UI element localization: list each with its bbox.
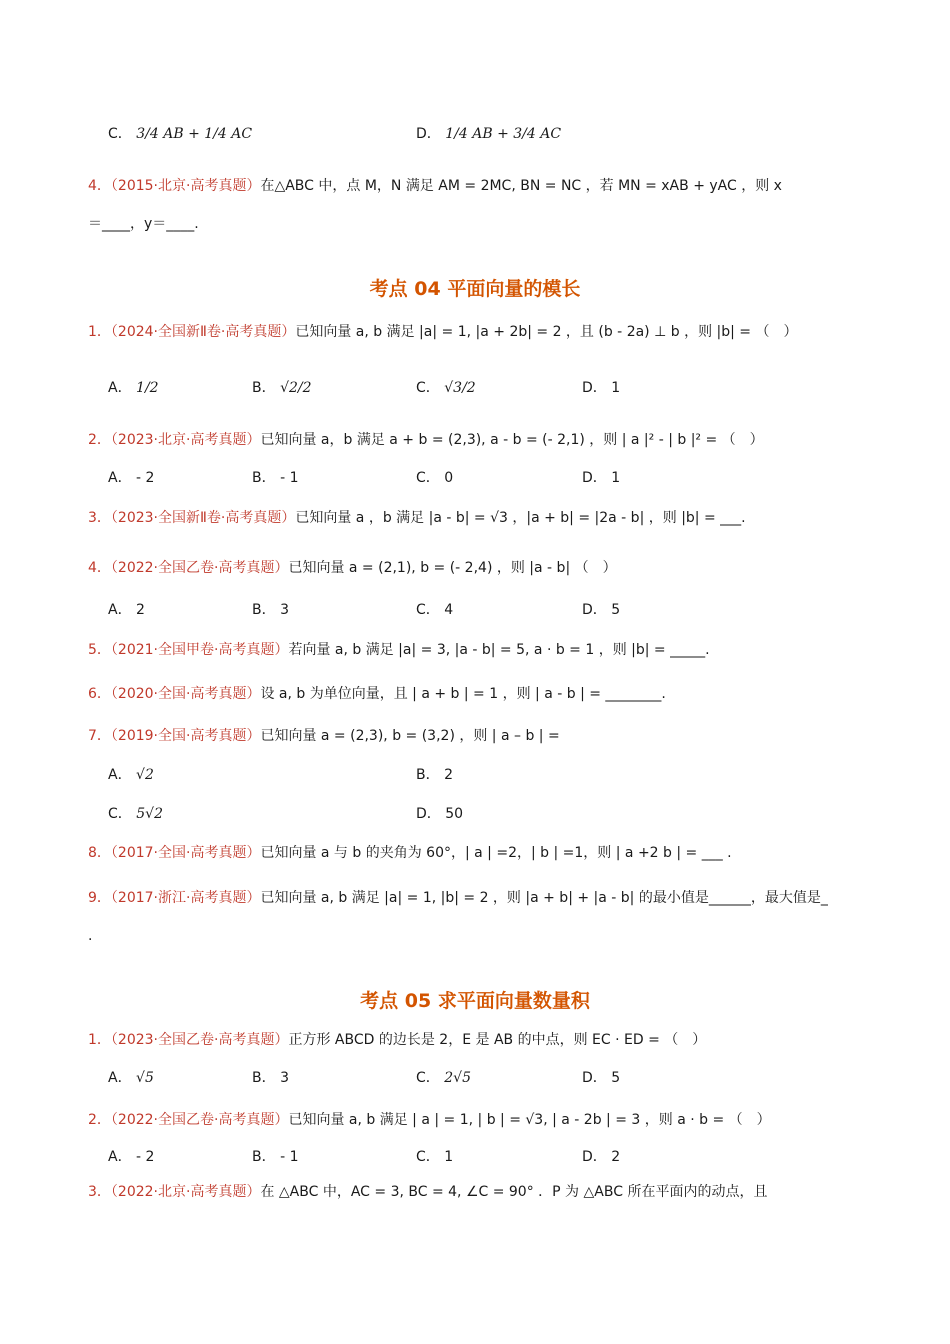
question-source: （2019·全国·高考真题） <box>110 728 261 744</box>
option-value: - 1 <box>280 1149 299 1165</box>
option-c <box>416 468 453 488</box>
question-number: 7． <box>88 728 111 744</box>
option-b <box>252 378 312 398</box>
option-value: √5 <box>136 1070 154 1086</box>
question-04-4 <box>88 558 617 578</box>
question-number: 8． <box>88 845 111 861</box>
option-label: C． <box>108 806 132 822</box>
option-value: 5 <box>611 1070 621 1086</box>
question-text: 已知向量 a, b 满足 |a| = 1, |b| = 2 ，则 |a + b| + |a - b| 的最小值是______，最大值是_ <box>260 890 828 906</box>
option-d <box>416 124 561 144</box>
option-label: C． <box>416 1070 440 1086</box>
option-label: A． <box>108 380 132 396</box>
option-c <box>108 124 252 144</box>
option-value: 1 <box>611 470 621 486</box>
option-d <box>582 1147 620 1167</box>
question-text: ＝____，y＝____. <box>88 216 199 232</box>
question-source: （2022·全国乙卷·高考真题） <box>110 1112 289 1128</box>
option-value: 3 <box>280 1070 289 1086</box>
question-04-9-cont <box>88 926 92 946</box>
option-a <box>108 765 154 785</box>
question-prev-4 <box>88 176 782 196</box>
option-label: A． <box>108 1149 132 1165</box>
question-text: 已知向量 a, b 满足 |a| = 1, |a + 2b| = 2 ，且 (b - 2a) ⊥ b ，则 |b| = （ ） <box>295 324 798 340</box>
option-value: 4 <box>444 602 454 618</box>
option-a <box>108 468 154 488</box>
option-label: C． <box>416 1149 440 1165</box>
option-b <box>252 600 289 620</box>
option-value: √2 <box>136 767 154 783</box>
option-value: 3 <box>280 602 289 618</box>
option-label: A． <box>108 1070 132 1086</box>
option-d <box>582 378 620 398</box>
question-04-6 <box>88 684 666 704</box>
option-label: D． <box>416 126 441 142</box>
question-number: 4． <box>88 560 111 576</box>
option-a <box>108 378 159 398</box>
question-prev-4-cont <box>88 214 199 234</box>
option-label: B． <box>252 602 276 618</box>
question-04-3 <box>88 508 746 528</box>
question-source: （2023·北京·高考真题） <box>110 432 261 448</box>
option-label: B． <box>252 470 276 486</box>
option-value: 0 <box>444 470 454 486</box>
question-number: 2． <box>88 1112 111 1128</box>
question-text: 设 a, b 为单位向量，且 | a + b | = 1 ，则 | a - b | = ________. <box>260 686 666 702</box>
question-05-3 <box>88 1182 767 1202</box>
question-number: 3． <box>88 1184 111 1200</box>
question-04-7 <box>88 726 560 746</box>
question-source: （2024·全国新Ⅱ卷·高考真题） <box>110 324 296 340</box>
option-value: 2 <box>444 767 453 783</box>
question-04-5 <box>88 640 710 660</box>
option-c <box>108 804 163 824</box>
question-04-8 <box>88 843 732 863</box>
question-text: 在 △ABC 中，AC = 3, BC = 4, ∠C = 90° ．P 为 △ABC 所在平面内的动点，且 <box>260 1184 768 1200</box>
question-text: 已知向量 a ，b 满足 |a - b| = √3 ，|a + b| = |2a - b| ，则 |b| = ___. <box>295 510 746 526</box>
question-source: （2015·北京·高考真题） <box>110 178 261 194</box>
option-value: 1/4 AB + 3/4 AC <box>445 126 562 142</box>
section-heading-05: 考点 05 求平面向量数量积 <box>360 990 590 1012</box>
question-number: 6． <box>88 686 111 702</box>
option-c <box>416 1068 471 1088</box>
option-label: A． <box>108 602 132 618</box>
option-a <box>108 1147 154 1167</box>
option-label: D． <box>582 602 607 618</box>
option-label: C． <box>416 602 440 618</box>
option-b <box>252 1068 289 1088</box>
question-number: 1． <box>88 324 111 340</box>
question-05-2 <box>88 1110 771 1130</box>
option-d <box>416 804 463 824</box>
option-label: B． <box>252 1149 276 1165</box>
option-c <box>416 600 453 620</box>
option-label: D． <box>416 806 441 822</box>
question-number: 4． <box>88 178 111 194</box>
question-text: 正方形 ABCD 的边长是 2，E 是 AB 的中点，则 EC · ED = （ ） <box>288 1032 707 1048</box>
option-b <box>416 765 453 785</box>
question-number: 2． <box>88 432 111 448</box>
option-label: D． <box>582 470 607 486</box>
option-value: 5 <box>611 602 621 618</box>
option-label: D． <box>582 1070 607 1086</box>
option-value: √3/2 <box>444 380 476 396</box>
option-label: A． <box>108 767 132 783</box>
option-value: - 2 <box>136 1149 155 1165</box>
option-value: 2 <box>136 602 145 618</box>
option-label: C． <box>108 126 132 142</box>
option-label: A． <box>108 470 132 486</box>
option-value: - 2 <box>136 470 155 486</box>
option-d <box>582 600 620 620</box>
question-source: （2017·浙江·高考真题） <box>110 890 261 906</box>
question-number: 3． <box>88 510 111 526</box>
option-b <box>252 468 298 488</box>
option-a <box>108 1068 154 1088</box>
option-value: 1/2 <box>136 380 159 396</box>
question-05-1 <box>88 1030 706 1050</box>
option-label: C． <box>416 380 440 396</box>
option-value: 1 <box>611 380 621 396</box>
option-label: B． <box>416 767 440 783</box>
option-c <box>416 378 476 398</box>
option-b <box>252 1147 298 1167</box>
question-source: （2022·北京·高考真题） <box>110 1184 261 1200</box>
option-d <box>582 1068 620 1088</box>
question-04-1 <box>88 322 797 342</box>
option-value: 2√5 <box>444 1070 471 1086</box>
question-04-9 <box>88 888 828 908</box>
option-value: - 1 <box>280 470 299 486</box>
option-value: √2/2 <box>280 380 312 396</box>
option-label: D． <box>582 380 607 396</box>
question-source: （2021·全国甲卷·高考真题） <box>110 642 289 658</box>
option-label: C． <box>416 470 440 486</box>
question-source: （2022·全国乙卷·高考真题） <box>110 560 289 576</box>
question-number: 5． <box>88 642 111 658</box>
option-value: 3/4 AB + 1/4 AC <box>136 126 253 142</box>
option-value: 1 <box>444 1149 454 1165</box>
option-a <box>108 600 145 620</box>
question-source: （2020·全国·高考真题） <box>110 686 261 702</box>
option-c <box>416 1147 453 1167</box>
option-label: D． <box>582 1149 607 1165</box>
question-text: 已知向量 a, b 满足 | a | = 1, | b | = √3, | a - 2b | = 3 ，则 a · b = （ ） <box>288 1112 771 1128</box>
question-04-2 <box>88 430 764 450</box>
question-number: 9． <box>88 890 111 906</box>
question-text: 已知向量 a = (2,1), b = (- 2,4) ，则 |a - b| （ ） <box>288 560 617 576</box>
option-value: 50 <box>445 806 464 822</box>
question-text: 在△ABC 中，点 M，N 满足 AM = 2MC, BN = NC ，若 MN = xAB + yAC ，则 x <box>260 178 782 194</box>
question-source: （2023·全国新Ⅱ卷·高考真题） <box>110 510 296 526</box>
option-value: 5√2 <box>136 806 163 822</box>
option-value: 2 <box>611 1149 621 1165</box>
question-text: 若向量 a, b 满足 |a| = 3, |a - b| = 5, a · b = 1 ，则 |b| = _____. <box>288 642 710 658</box>
question-text: . <box>88 928 93 944</box>
question-source: （2017·全国·高考真题） <box>110 845 261 861</box>
option-d <box>582 468 620 488</box>
question-text: 已知向量 a，b 满足 a + b = (2,3), a - b = (- 2,1) ，则 | a |² - | b |² = （ ） <box>260 432 764 448</box>
option-label: B． <box>252 1070 276 1086</box>
question-text: 已知向量 a = (2,3), b = (3,2) ，则 | a – b | = <box>260 728 560 744</box>
option-label: B． <box>252 380 276 396</box>
question-number: 1． <box>88 1032 111 1048</box>
question-source: （2023·全国乙卷·高考真题） <box>110 1032 289 1048</box>
question-text: 已知向量 a 与 b 的夹角为 60°，| a | =2，| b | =1，则 | a +2 b | = ___ . <box>260 845 732 861</box>
section-heading-04: 考点 04 平面向量的模长 <box>369 278 581 300</box>
